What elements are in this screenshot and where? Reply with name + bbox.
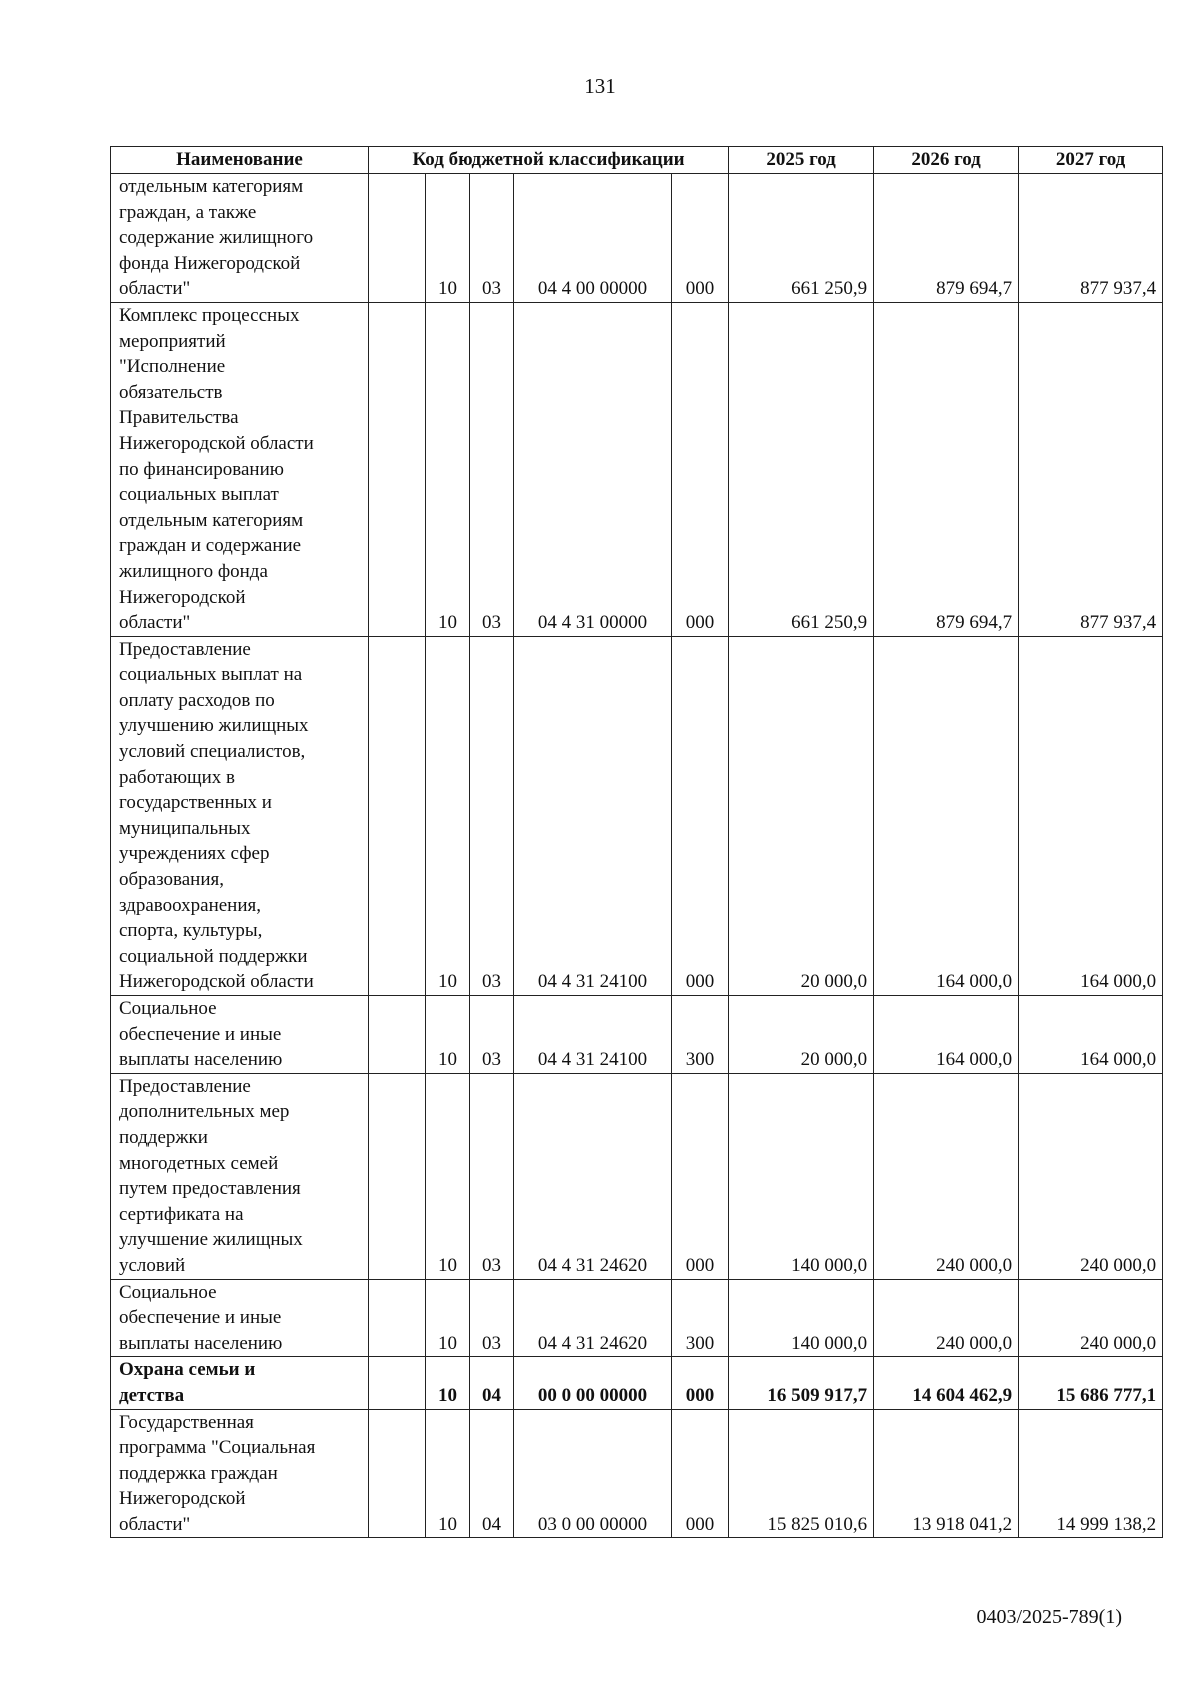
row-target-article: 04 4 31 00000 (514, 302, 672, 636)
row-name: Предоставление дополнительных мер поддержки многодетных семей путем предоставления сертификата на улучшение жилищных условий (111, 1073, 369, 1279)
row-expense-type: 000 (672, 1409, 729, 1538)
row-amount-2027: 164 000,0 (1019, 996, 1163, 1074)
row-section-code: 10 (426, 996, 470, 1074)
row-amount-2027: 15 686 777,1 (1019, 1357, 1163, 1409)
row-target-article: 00 0 00 00000 (514, 1357, 672, 1409)
table-header-row (111, 147, 1163, 174)
row-section-code: 10 (426, 174, 470, 303)
row-expense-type: 000 (672, 174, 729, 303)
row-ministry-code (369, 174, 426, 303)
row-amount-2026: 13 918 041,2 (874, 1409, 1019, 1538)
row-target-article: 03 0 00 00000 (514, 1409, 672, 1538)
header-budget-code: Код бюджетной классификации (369, 147, 729, 174)
table-row (111, 996, 1163, 1074)
row-amount-2026: 164 000,0 (874, 636, 1019, 995)
row-amount-2025: 16 509 917,7 (729, 1357, 874, 1409)
header-2025: 2025 год (729, 147, 874, 174)
header-2026: 2026 год (874, 147, 1019, 174)
row-section-code: 10 (426, 1279, 470, 1357)
row-section-code: 10 (426, 636, 470, 995)
row-ministry-code (369, 1279, 426, 1357)
row-amount-2025: 20 000,0 (729, 636, 874, 995)
row-subsection-code: 04 (470, 1409, 514, 1538)
row-amount-2027: 877 937,4 (1019, 302, 1163, 636)
row-expense-type: 300 (672, 1279, 729, 1357)
row-amount-2026: 240 000,0 (874, 1279, 1019, 1357)
row-section-code: 10 (426, 302, 470, 636)
row-amount-2026: 164 000,0 (874, 996, 1019, 1074)
row-expense-type: 000 (672, 636, 729, 995)
row-subsection-code: 03 (470, 174, 514, 303)
row-amount-2025: 661 250,9 (729, 174, 874, 303)
row-section-code: 10 (426, 1357, 470, 1409)
row-name: Предоставление социальных выплат на оплату расходов по улучшению жилищных условий специалистов, работающих в государственных и муниципальных учреждениях сфер образования, здравоохранения, спорта, культуры, социальной поддержки Нижегородской области (111, 636, 369, 995)
header-name: Наименование (111, 147, 369, 174)
row-expense-type: 300 (672, 996, 729, 1074)
row-expense-type: 000 (672, 302, 729, 636)
table-row (111, 174, 1163, 303)
row-ministry-code (369, 1409, 426, 1538)
table-row (111, 302, 1163, 636)
row-subsection-code: 04 (470, 1357, 514, 1409)
row-section-code: 10 (426, 1409, 470, 1538)
table-row (111, 1073, 1163, 1279)
row-amount-2027: 240 000,0 (1019, 1073, 1163, 1279)
row-name: Комплекс процессных мероприятий "Исполнение обязательств Правительства Нижегородской области по финансированию социальных выплат отдельным категориям граждан и содержание жилищного фонда Нижегородской области" (111, 302, 369, 636)
row-amount-2027: 14 999 138,2 (1019, 1409, 1163, 1538)
row-amount-2027: 877 937,4 (1019, 174, 1163, 303)
row-amount-2027: 240 000,0 (1019, 1279, 1163, 1357)
row-target-article: 04 4 00 00000 (514, 174, 672, 303)
row-amount-2027: 164 000,0 (1019, 636, 1163, 995)
row-subsection-code: 03 (470, 996, 514, 1074)
row-ministry-code (369, 636, 426, 995)
row-subsection-code: 03 (470, 1279, 514, 1357)
row-amount-2026: 14 604 462,9 (874, 1357, 1019, 1409)
row-subsection-code: 03 (470, 1073, 514, 1279)
table-row (111, 1357, 1163, 1409)
table-row (111, 1409, 1163, 1538)
page-number: 131 (584, 74, 616, 98)
row-ministry-code (369, 996, 426, 1074)
row-target-article: 04 4 31 24100 (514, 636, 672, 995)
row-target-article: 04 4 31 24620 (514, 1279, 672, 1357)
row-target-article: 04 4 31 24620 (514, 1073, 672, 1279)
row-amount-2025: 140 000,0 (729, 1279, 874, 1357)
row-target-article: 04 4 31 24100 (514, 996, 672, 1074)
row-ministry-code (369, 1073, 426, 1279)
row-subsection-code: 03 (470, 302, 514, 636)
row-ministry-code (369, 1357, 426, 1409)
document-code: 0403/2025-789(1) (976, 1606, 1122, 1628)
row-amount-2025: 20 000,0 (729, 996, 874, 1074)
row-name: Охрана семьи и детства (111, 1357, 369, 1409)
row-amount-2025: 15 825 010,6 (729, 1409, 874, 1538)
row-amount-2026: 879 694,7 (874, 302, 1019, 636)
header-2027: 2027 год (1019, 147, 1163, 174)
row-name: отдельным категориям граждан, а также содержание жилищного фонда Нижегородской области" (111, 174, 369, 303)
row-section-code: 10 (426, 1073, 470, 1279)
row-subsection-code: 03 (470, 636, 514, 995)
row-amount-2025: 661 250,9 (729, 302, 874, 636)
row-amount-2026: 879 694,7 (874, 174, 1019, 303)
row-amount-2025: 140 000,0 (729, 1073, 874, 1279)
row-name: Социальное обеспечение и иные выплаты населению (111, 996, 369, 1074)
row-amount-2026: 240 000,0 (874, 1073, 1019, 1279)
row-name: Государственная программа "Социальная поддержка граждан Нижегородской области" (111, 1409, 369, 1538)
row-ministry-code (369, 302, 426, 636)
table-row (111, 636, 1163, 995)
budget-table (110, 146, 1163, 1538)
row-expense-type: 000 (672, 1357, 729, 1409)
row-expense-type: 000 (672, 1073, 729, 1279)
table-body (111, 174, 1163, 1538)
table-row (111, 1279, 1163, 1357)
row-name: Социальное обеспечение и иные выплаты населению (111, 1279, 369, 1357)
